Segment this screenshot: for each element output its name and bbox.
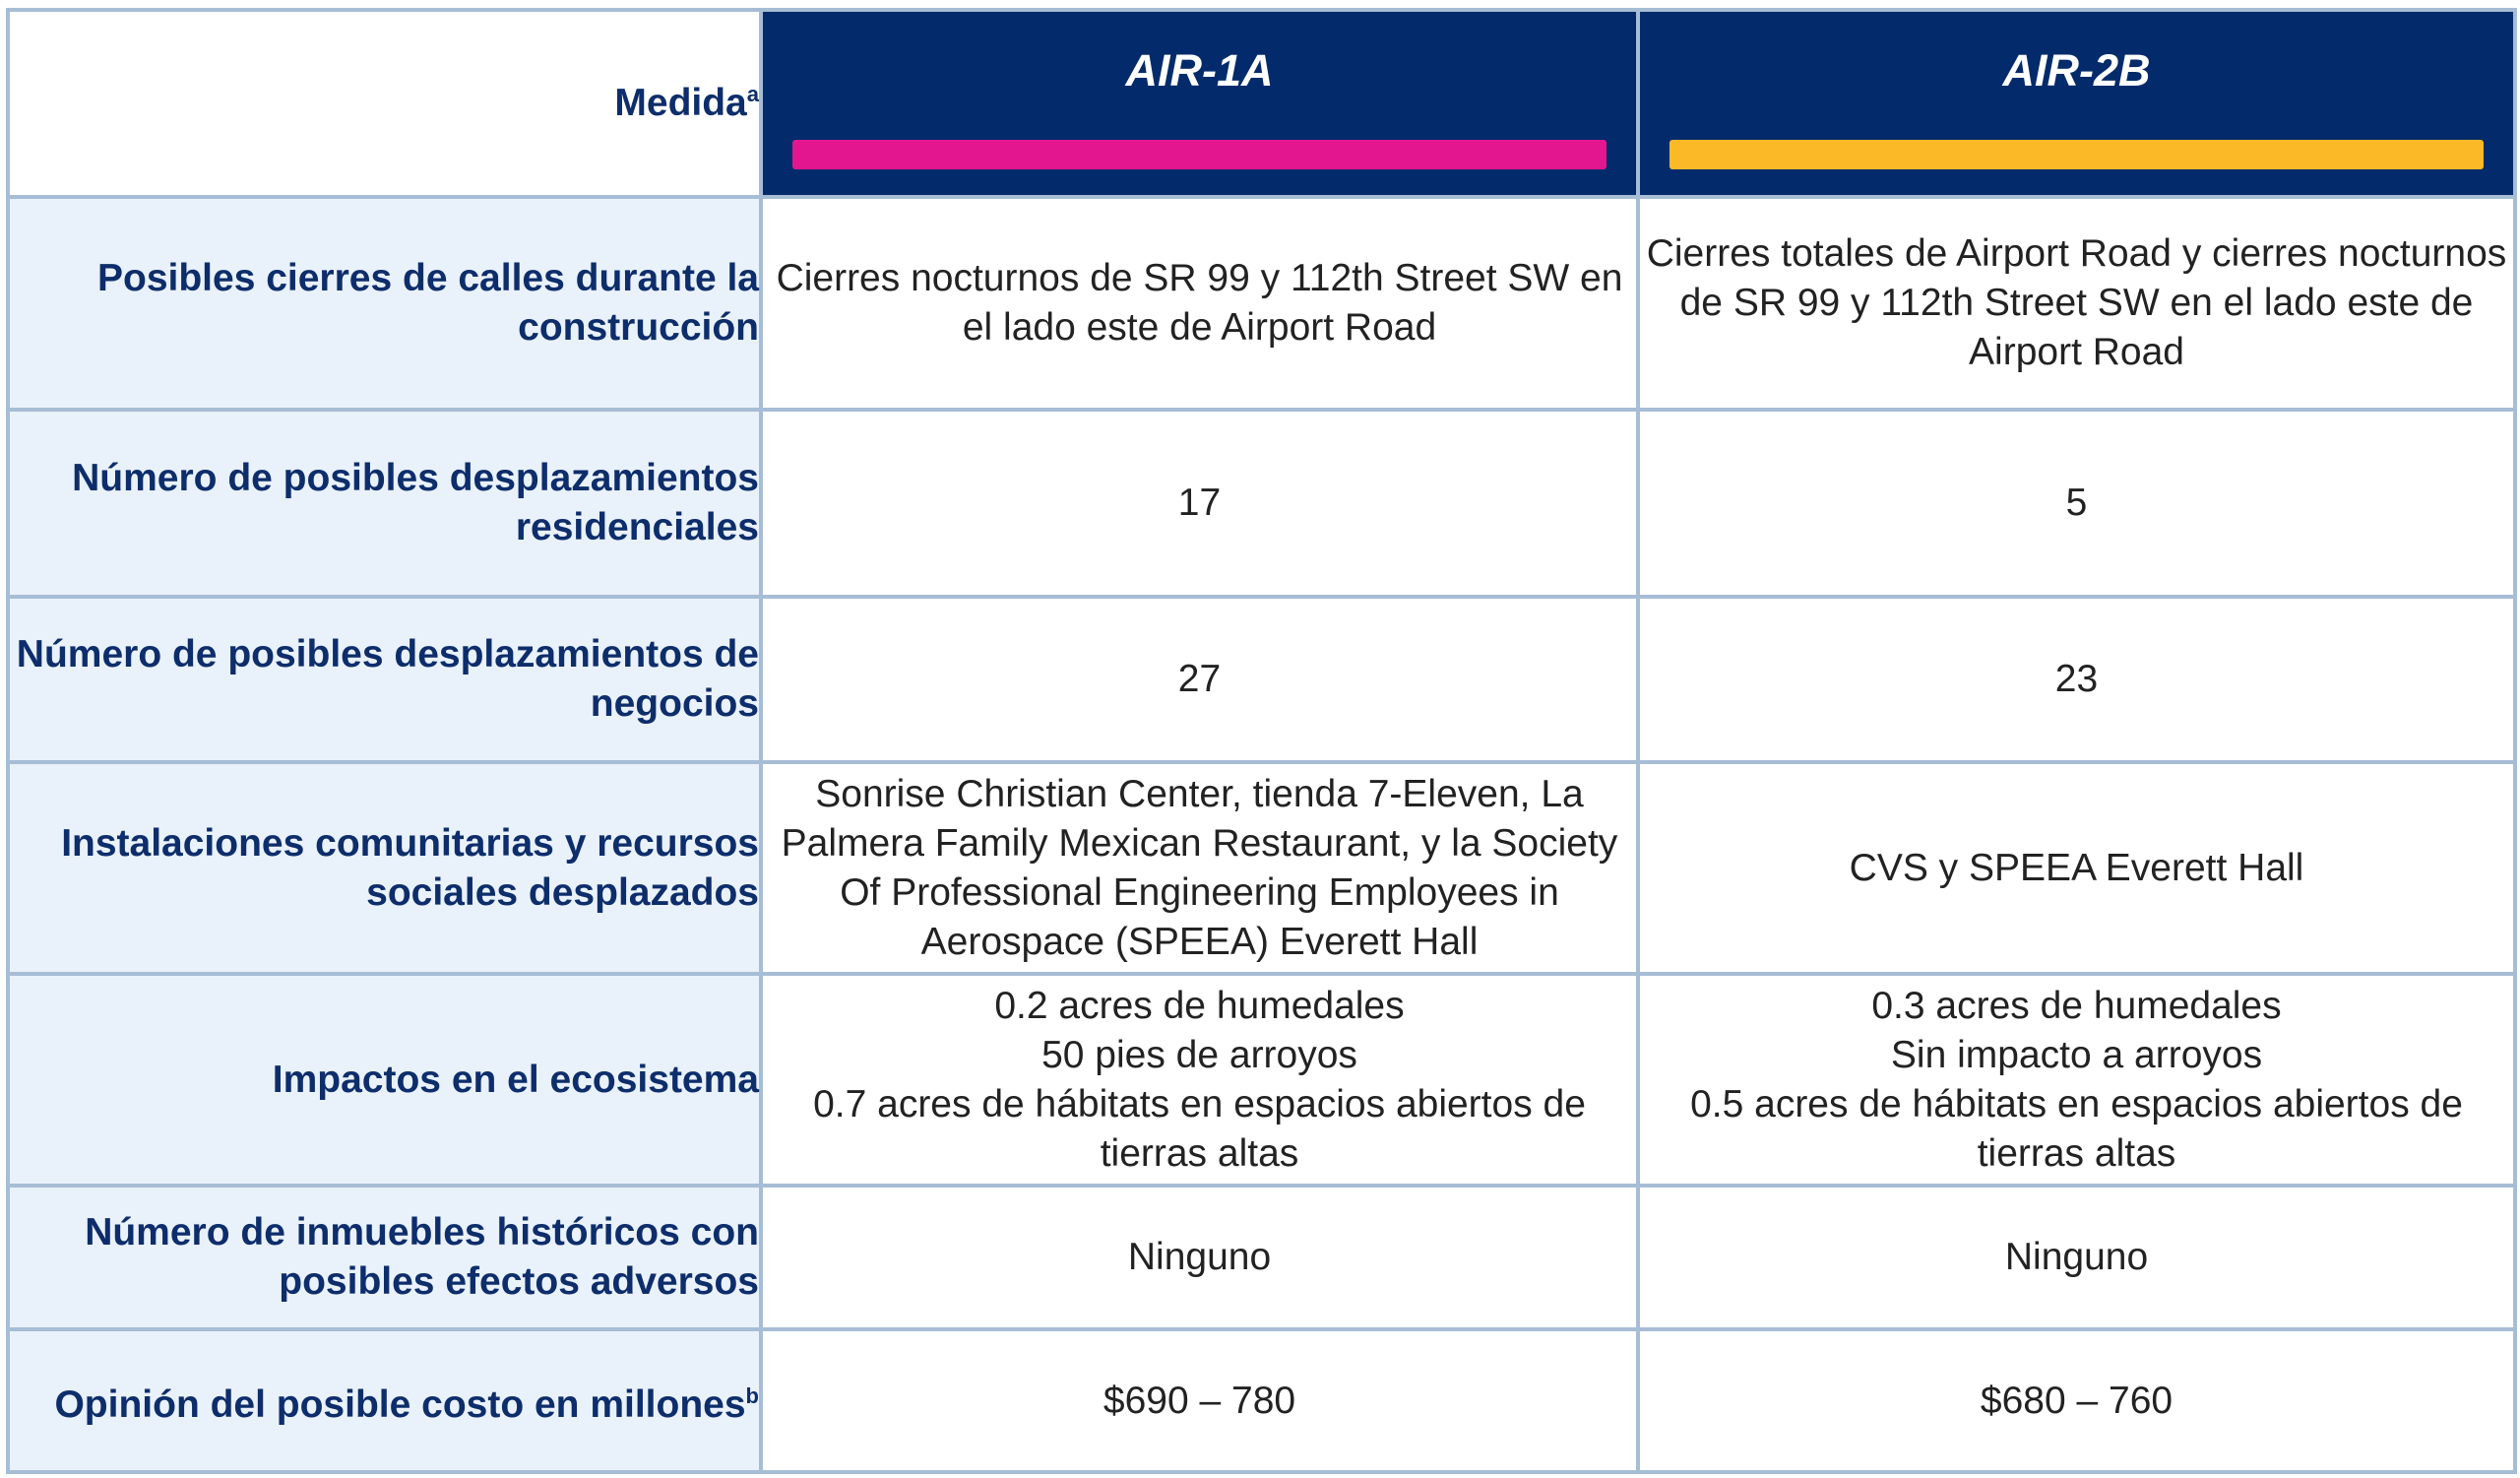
row-label: Número de posibles desplazamientos residenciales (8, 410, 761, 597)
value-cell-air-1a: $690 – 780 (761, 1329, 1638, 1472)
row-label: Instalaciones comunitarias y recursos sociales desplazados (8, 762, 761, 974)
value-cell-air-1a: Sonrise Christian Center, tienda 7-Eleven, La Palmera Family Mexican Restaurant, y la Society Of Professional Engineering Employees in Aerospace (SPEEA) Everett Hall (761, 762, 1638, 974)
value-line: 0.2 acres de humedales (994, 984, 1405, 1027)
row-label: Número de inmuebles históricos con posibles efectos adversos (8, 1186, 761, 1329)
row-label: Posibles cierres de calles durante la construcción (8, 197, 761, 410)
comparison-table (6, 8, 2517, 1474)
value-cell-air-1a: Cierres nocturnos de SR 99 y 112th Street SW en el lado este de Airport Road (761, 197, 1638, 410)
comparison-table-container (6, 8, 2514, 1470)
table-row (8, 974, 2515, 1186)
value-cell-air-2b: Cierres totales de Airport Road y cierres nocturnos de SR 99 y 112th Street SW en el lado este de Airport Road (1638, 197, 2515, 410)
value-cell-air-1a (761, 974, 1638, 1186)
value-line: Sin impacto a arroyos (1890, 1033, 2263, 1076)
table-row (8, 197, 2515, 410)
alternative-header-air-1a (761, 10, 1638, 197)
measure-header-cell (8, 10, 761, 197)
alternative-header-air-2b (1638, 10, 2515, 197)
value-line: 0.5 acres de hábitats en espacios abiertos de tierras altas (1690, 1082, 2463, 1175)
alternative-color-bar (1670, 140, 2484, 169)
alternative-title: AIR-2B (2002, 45, 2151, 96)
value-cell-air-1a: 27 (761, 597, 1638, 762)
header-row (8, 10, 2515, 197)
value-line: 0.7 acres de hábitats en espacios abiertos de tierras altas (813, 1082, 1586, 1175)
alternative-color-bar (792, 140, 1606, 169)
value-cell-air-1a: Ninguno (761, 1186, 1638, 1329)
value-cell-air-2b: Ninguno (1638, 1186, 2515, 1329)
row-label: Número de posibles desplazamientos de negocios (8, 597, 761, 762)
value-cell-air-2b: 23 (1638, 597, 2515, 762)
value-cell-air-2b: 5 (1638, 410, 2515, 597)
table-row (8, 410, 2515, 597)
alternative-title: AIR-1A (1125, 45, 1274, 96)
table-row (8, 1329, 2515, 1472)
measure-header-label: Medida$^a$ (614, 82, 759, 124)
row-label: Impactos en el ecosistema (8, 974, 761, 1186)
value-cell-air-1a: 17 (761, 410, 1638, 597)
value-cell-air-2b: $680 – 760 (1638, 1329, 2515, 1472)
value-cell-air-2b: CVS y SPEEA Everett Hall (1638, 762, 2515, 974)
table-row (8, 762, 2515, 974)
value-line: 0.3 acres de humedales (1871, 984, 2282, 1027)
row-label: Opinión del posible costo en millones$^b$ (8, 1329, 761, 1472)
table-row (8, 1186, 2515, 1329)
value-line: 50 pies de arroyos (1041, 1033, 1357, 1076)
table-row (8, 597, 2515, 762)
value-cell-air-2b (1638, 974, 2515, 1186)
